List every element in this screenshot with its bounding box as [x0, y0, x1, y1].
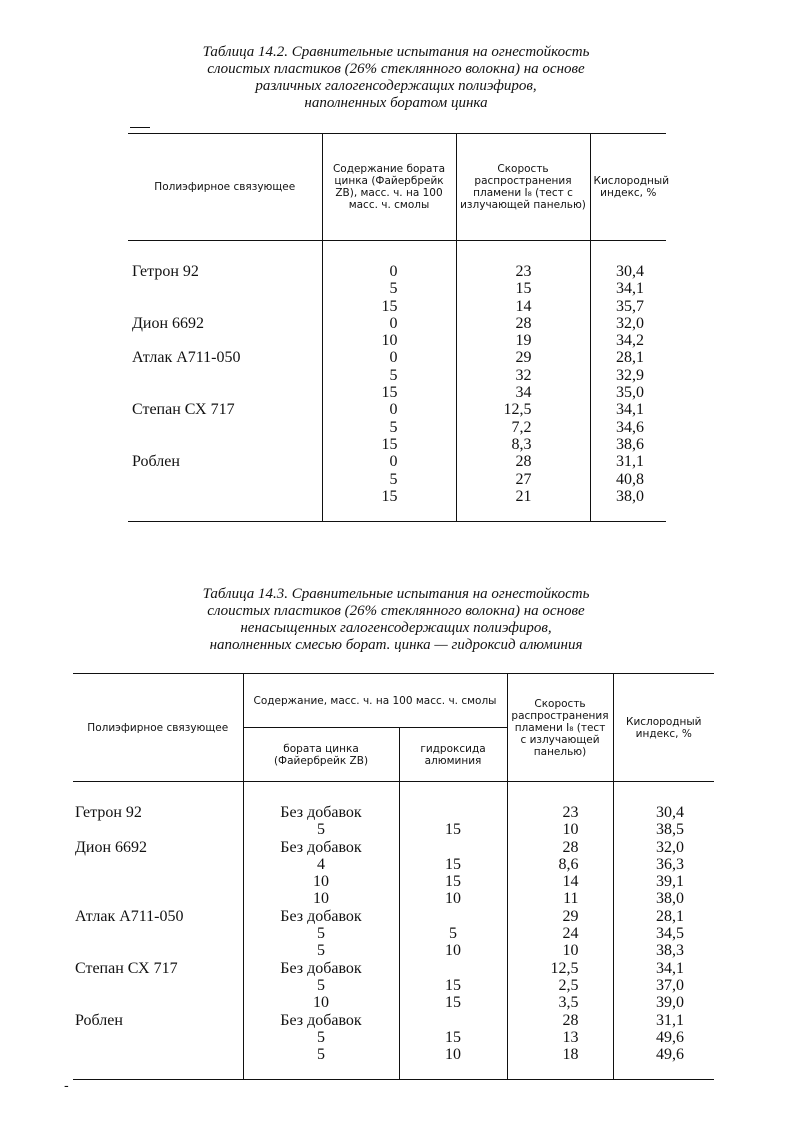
speed-cell: 28	[515, 453, 532, 471]
header-binder: Полиэфирное связующее	[73, 674, 243, 782]
hydroxide-cell	[400, 1012, 507, 1029]
table2-body	[73, 782, 714, 1080]
caption-line: слоистых пластиков (26% стеклянного волокна) на основе	[207, 603, 585, 619]
speed-cell: 13	[562, 1028, 579, 1046]
binder-cell	[75, 890, 243, 907]
binder-cell	[132, 471, 322, 488]
speed-cell: 15	[515, 280, 532, 298]
oxygen-cell: 38,0	[616, 487, 644, 505]
oxygen-cell: 32,0	[616, 314, 644, 332]
binder-cell	[132, 419, 322, 436]
caption-line: ненасыщенных галогенсодержащих полиэфиров,	[240, 620, 552, 636]
binder-cell	[75, 821, 243, 838]
oxygen-cell: 35,0	[616, 384, 644, 402]
speed-cell: 32	[515, 366, 532, 384]
oxygen-column	[613, 782, 714, 1080]
binder-cell	[75, 856, 243, 873]
oxygen-cell: 32,9	[616, 366, 644, 384]
hydroxide-cell	[400, 960, 507, 977]
caption-line: Таблица 14.2. Сравнительные испытания на огнестойкость	[202, 44, 590, 60]
borate-cell: Без добавок	[280, 1011, 362, 1029]
borate-cell: 15	[381, 297, 398, 315]
header-binder: Полиэфирное связующее	[128, 134, 322, 241]
table1-caption	[0, 44, 792, 112]
borate-cell: Без добавок	[280, 838, 362, 856]
binder-cell: Роблен	[132, 453, 180, 471]
borate-cell: 0	[389, 453, 398, 471]
table1-body	[128, 241, 666, 522]
oxygen-cell: 35,7	[616, 297, 644, 315]
borate-column	[322, 241, 456, 522]
speed-cell: 2,5	[558, 976, 579, 994]
speed-cell: 18	[562, 1046, 579, 1064]
speed-cell: 23	[515, 263, 532, 280]
borate-cell: 4	[317, 855, 325, 873]
binder-cell: Степан СХ 717	[132, 401, 235, 419]
speed-column	[456, 241, 590, 522]
header-speed: Скорость распространения пламени I₈ (тест с излучающей панелью)	[456, 134, 590, 241]
speed-cell: 14	[562, 873, 579, 891]
speed-cell: 19	[515, 332, 532, 350]
speed-cell: 29	[562, 907, 579, 925]
binder-cell: Гетрон 92	[75, 804, 142, 821]
binder-cell	[132, 367, 322, 384]
borate-cell: Без добавок	[280, 959, 362, 977]
hydroxide-cell: 15	[445, 855, 461, 873]
borate-cell: 5	[389, 280, 398, 298]
borate-cell: Без добавок	[280, 907, 362, 925]
page-mark: -	[64, 1078, 69, 1094]
oxygen-cell: 38,5	[656, 821, 684, 839]
speed-cell: 3,5	[558, 994, 579, 1012]
header-speed: Скорость распространения пламени I₈ (тест с излучающей панелью)	[507, 674, 613, 782]
borate-cell: 15	[381, 487, 398, 505]
speed-cell: 11	[563, 890, 579, 908]
binder-cell	[75, 873, 243, 890]
oxygen-cell: 34,1	[616, 280, 644, 298]
borate-cell: 5	[317, 976, 325, 994]
oxygen-cell: 34,6	[616, 418, 644, 436]
binder-cell	[75, 1029, 243, 1046]
speed-cell: 23	[562, 804, 579, 821]
borate-cell: 15	[381, 435, 398, 453]
hydroxide-cell: 15	[445, 994, 461, 1012]
speed-cell: 27	[515, 470, 532, 488]
table2	[73, 673, 714, 1080]
oxygen-cell: 34,5	[656, 925, 684, 943]
binder-cell	[132, 384, 322, 401]
oxygen-cell: 31,1	[656, 1011, 684, 1029]
oxygen-cell: 34,2	[616, 332, 644, 350]
hydroxide-cell: 15	[445, 873, 461, 891]
speed-cell: 24	[562, 925, 579, 943]
binder-column	[128, 241, 322, 522]
hydroxide-cell: 5	[449, 925, 457, 943]
oxygen-cell: 32,0	[656, 838, 684, 856]
caption-line: слоистых пластиков (26% стеклянного волокна) на основе	[207, 61, 585, 77]
speed-cell: 29	[515, 349, 532, 367]
borate-cell: 5	[317, 821, 325, 839]
hydroxide-column	[399, 782, 507, 1080]
hydroxide-cell: 10	[445, 1046, 461, 1064]
binder-cell	[75, 925, 243, 942]
oxygen-cell: 38,6	[616, 435, 644, 453]
borate-cell: 10	[313, 994, 329, 1012]
oxygen-cell: 49,6	[656, 1046, 684, 1064]
hydroxide-cell: 10	[445, 942, 461, 960]
binder-cell	[132, 280, 322, 297]
borate-cell: 0	[389, 401, 398, 419]
binder-cell: Роблен	[75, 1011, 123, 1029]
caption-line: Таблица 14.3. Сравнительные испытания на огнестойкость	[202, 586, 590, 602]
header-borate: Содержание бората цинка (Файербрейк ZB), масс. ч. на 100 масс. ч. смолы	[322, 134, 456, 241]
binder-cell	[132, 436, 322, 453]
binder-cell	[132, 488, 322, 505]
oxygen-cell: 49,6	[656, 1028, 684, 1046]
borate-cell: 5	[389, 418, 398, 436]
table2-header-row	[73, 674, 714, 728]
hydroxide-cell: 15	[445, 976, 461, 994]
oxygen-cell: 38,0	[656, 890, 684, 908]
binder-cell: Гетрон 92	[132, 263, 199, 280]
header-content: Содержание, масс. ч. на 100 масс. ч. смолы	[243, 674, 507, 728]
oxygen-cell: 40,8	[616, 470, 644, 488]
borate-cell: 0	[389, 349, 398, 367]
oxygen-cell: 30,4	[616, 263, 644, 280]
oxygen-cell: 34,1	[656, 959, 684, 977]
borate-cell: 5	[317, 925, 325, 943]
hydroxide-cell: 10	[445, 890, 461, 908]
binder-cell	[132, 332, 322, 349]
speed-cell: 28	[562, 838, 579, 856]
binder-cell	[132, 298, 322, 315]
table1	[128, 133, 670, 522]
table1-header-row	[128, 134, 666, 241]
oxygen-cell: 28,1	[616, 349, 644, 367]
caption-line: наполненных смесью борат. цинка — гидроксид алюминия	[209, 637, 583, 653]
oxygen-cell: 31,1	[616, 453, 644, 471]
borate-cell: Без добавок	[280, 804, 362, 821]
speed-cell: 34	[515, 384, 532, 402]
header-hydroxide: гидроксида алюминия	[399, 728, 507, 782]
header-oxygen: Кислородный индекс, %	[613, 674, 714, 782]
borate-cell: 5	[317, 942, 325, 960]
borate-cell: 15	[381, 384, 398, 402]
binder-cell: Атлак А711-050	[75, 907, 184, 925]
header-borate: бората цинка (Файербрейк ZB)	[243, 728, 399, 782]
binder-cell: Степан СХ 717	[75, 959, 178, 977]
binder-cell	[75, 994, 243, 1011]
oxygen-cell: 28,1	[656, 907, 684, 925]
borate-cell: 0	[389, 263, 398, 280]
speed-column	[507, 782, 613, 1080]
header-oxygen: Кислородный индекс, %	[593, 175, 670, 199]
borate-cell: 10	[313, 873, 329, 891]
oxygen-cell: 39,1	[656, 873, 684, 891]
speed-cell: 21	[515, 487, 532, 505]
speed-cell: 7,2	[511, 418, 532, 436]
hydroxide-cell: 15	[445, 821, 461, 839]
oxygen-cell: 37,0	[656, 976, 684, 994]
hydroxide-cell	[400, 908, 507, 925]
borate-cell: 10	[381, 332, 398, 350]
speed-cell: 14	[515, 297, 532, 315]
hydroxide-cell: 15	[445, 1028, 461, 1046]
binder-column	[73, 782, 243, 1080]
caption-line: наполненных боратом цинка	[304, 95, 488, 111]
speed-cell: 8,3	[511, 435, 532, 453]
speed-cell: 28	[562, 1011, 579, 1029]
hydroxide-cell	[400, 839, 507, 856]
binder-cell	[75, 1046, 243, 1063]
speed-cell: 12,5	[550, 959, 579, 977]
borate-cell: 5	[317, 1028, 325, 1046]
borate-cell: 5	[389, 366, 398, 384]
table2-caption	[0, 586, 792, 654]
binder-cell: Атлак А711-050	[132, 349, 241, 367]
oxygen-cell: 34,1	[616, 401, 644, 419]
speed-cell: 8,6	[558, 855, 579, 873]
oxygen-column	[590, 241, 666, 522]
short-rule	[130, 127, 150, 128]
borate-cell: 5	[317, 1046, 325, 1064]
oxygen-cell: 38,3	[656, 942, 684, 960]
borate-column	[243, 782, 399, 1080]
borate-cell: 5	[389, 470, 398, 488]
oxygen-cell: 36,3	[656, 855, 684, 873]
speed-cell: 12,5	[503, 401, 532, 419]
caption-line: различных галогенсодержащих полиэфиров,	[255, 78, 537, 94]
hydroxide-cell	[400, 804, 507, 821]
binder-cell: Дион 6692	[132, 314, 205, 332]
binder-cell	[75, 977, 243, 994]
borate-cell: 10	[313, 890, 329, 908]
speed-cell: 28	[515, 314, 532, 332]
speed-cell: 10	[562, 942, 579, 960]
binder-cell	[75, 942, 243, 959]
oxygen-cell: 39,0	[656, 994, 684, 1012]
borate-cell: 0	[389, 314, 398, 332]
speed-cell: 10	[562, 821, 579, 839]
oxygen-cell: 30,4	[656, 804, 684, 821]
binder-cell: Дион 6692	[75, 838, 148, 856]
